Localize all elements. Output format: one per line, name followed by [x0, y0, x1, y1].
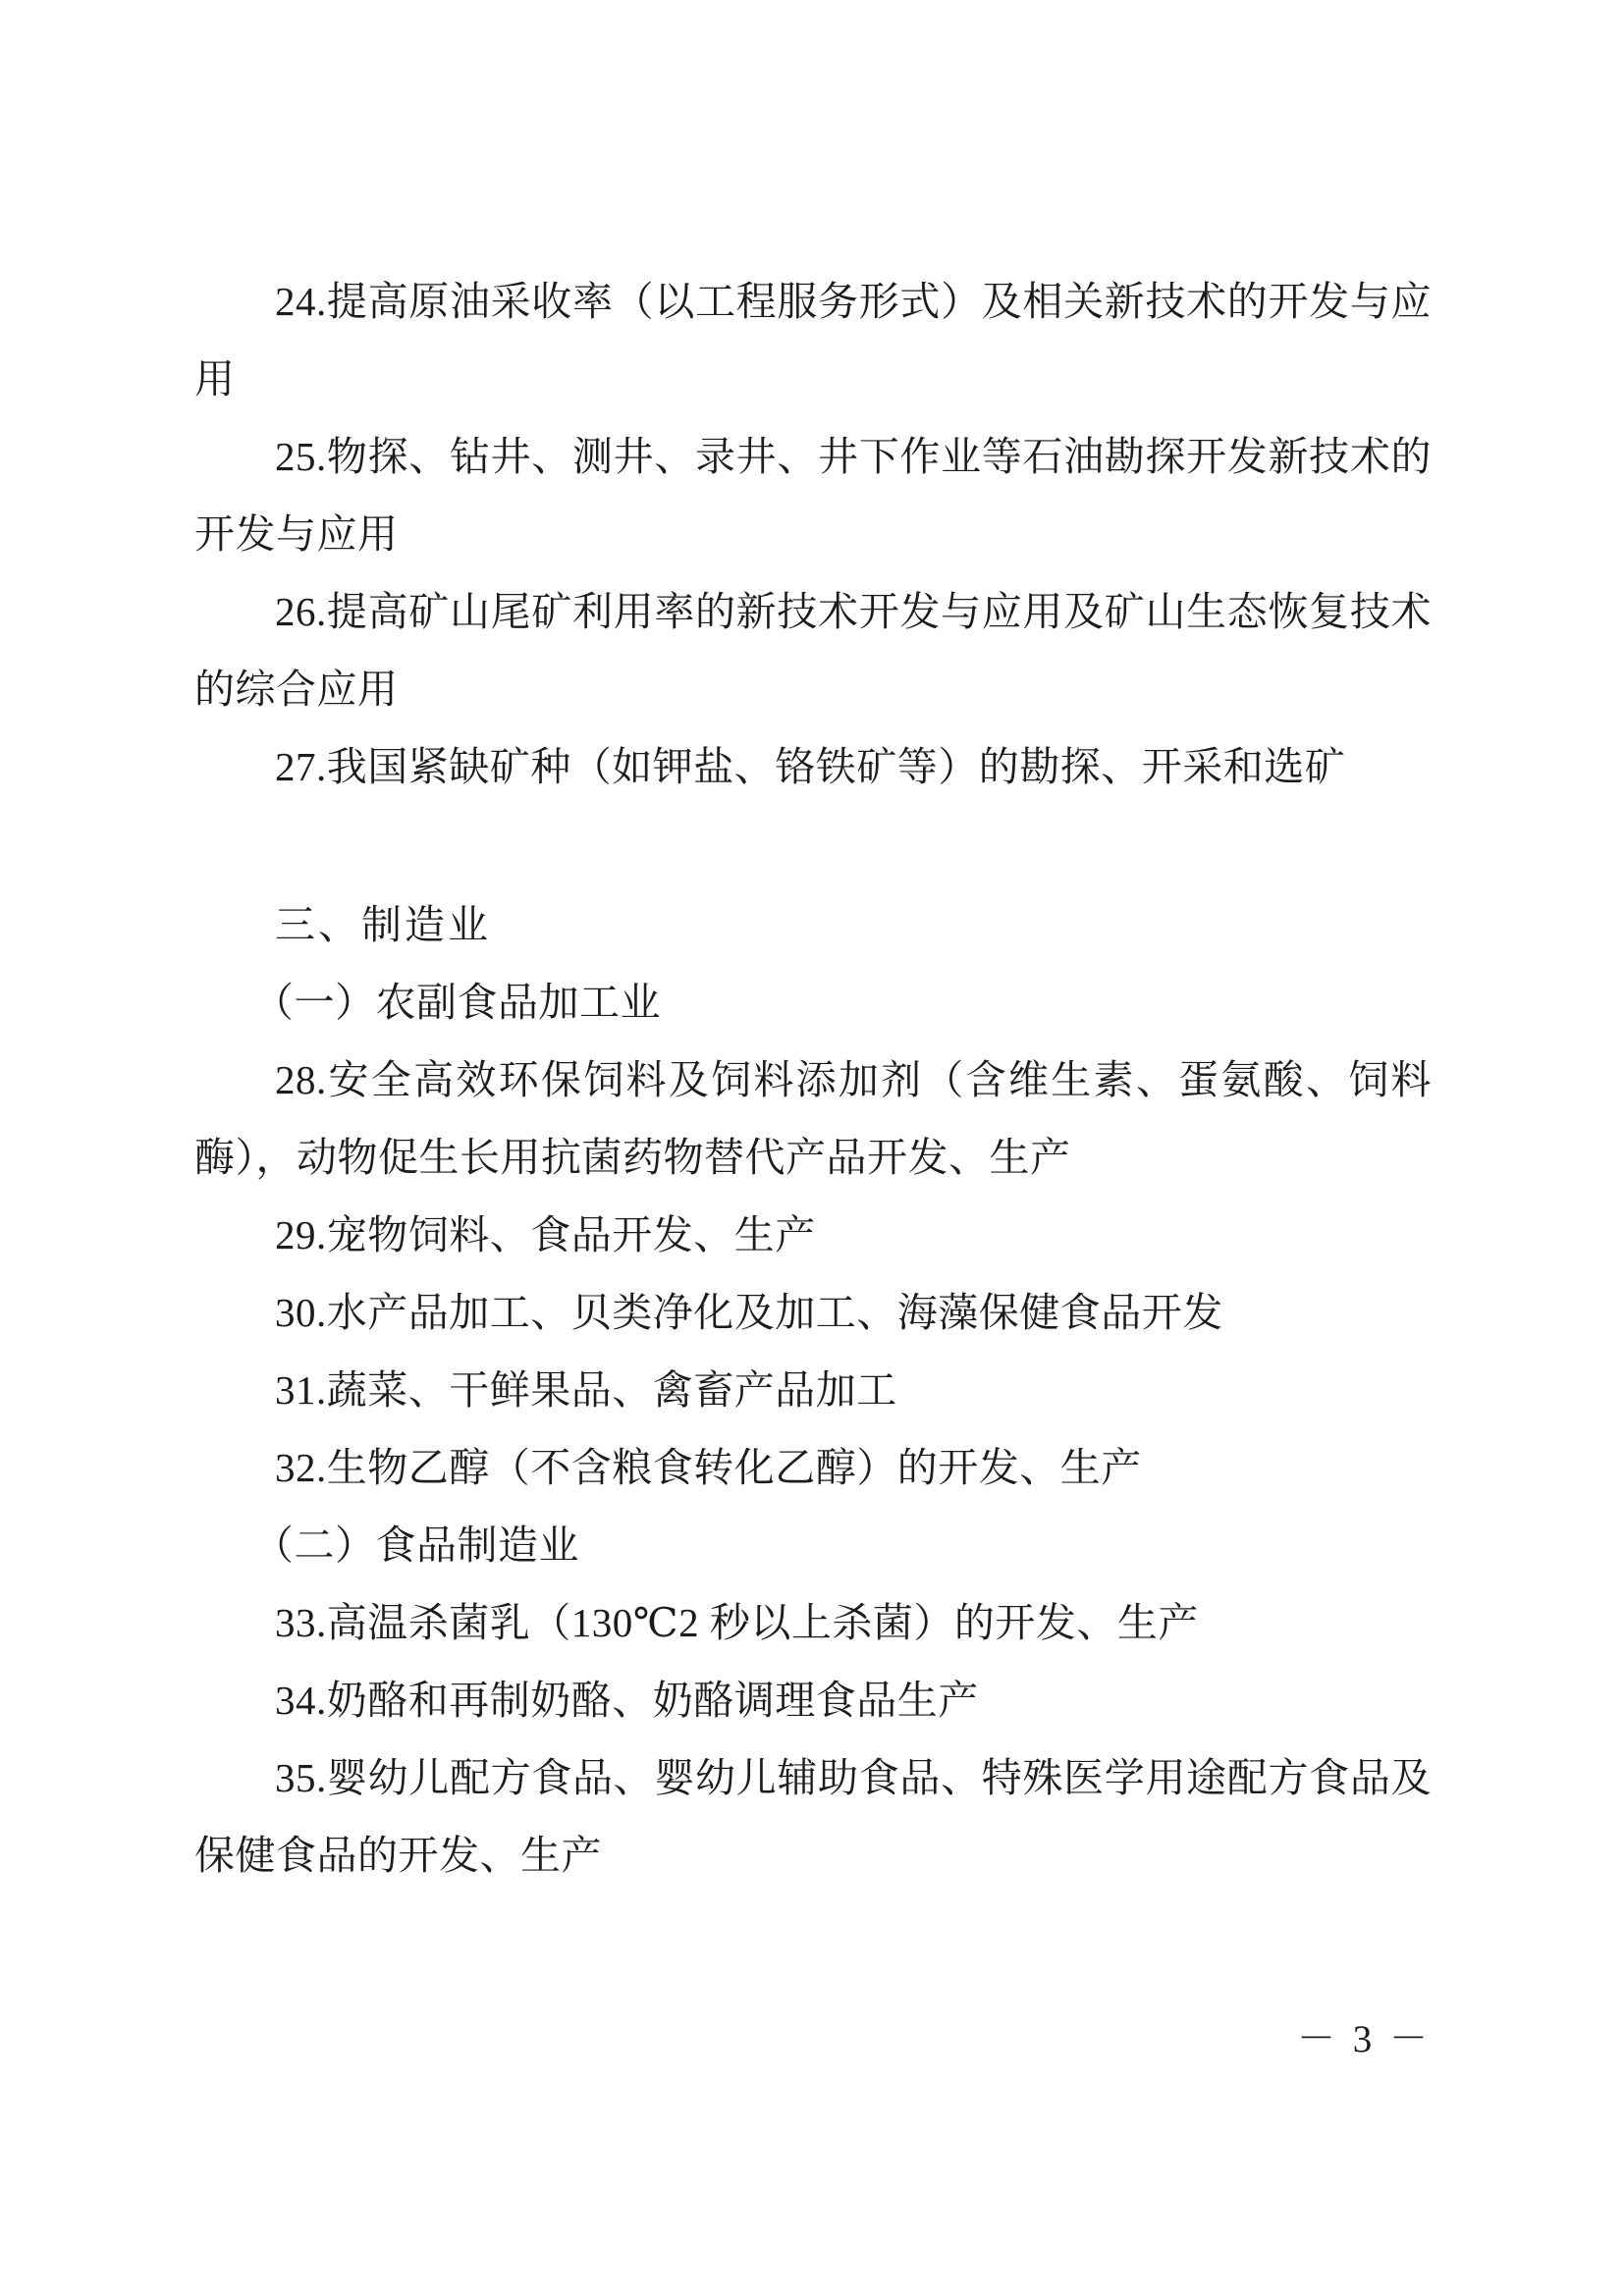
page-number: － 3 －: [1296, 2018, 1432, 2060]
subsection-heading: （二）食品制造业: [253, 1522, 579, 1568]
subsection-heading: （一）农副食品加工业: [253, 980, 661, 1025]
section-spacer: [194, 806, 1432, 886]
list-item: 30.水产品加工、贝类净化及加工、海藻保健食品开发: [275, 1290, 1223, 1335]
list-item: 33.高温杀菌乳（130℃2 秒以上杀菌）的开发、生产: [275, 1600, 1199, 1645]
list-item: 28.安全高效环保饲料及饲料添加剂（含维生素、蛋氨酸、饲料酶），动物促生长用抗菌药物替代产品开发、生产: [194, 1057, 1432, 1180]
list-item: 34.奶酪和再制奶酪、奶酪调理食品生产: [275, 1678, 979, 1723]
list-item: 35.婴幼儿配方食品、婴幼儿辅助食品、特殊医学用途配方食品及保健食品的开发、生产: [194, 1755, 1432, 1878]
document-body: [194, 263, 1432, 1895]
list-item: 26.提高矿山尾矿利用率的新技术开发与应用及矿山生态恢复技术的综合应用: [194, 589, 1432, 712]
list-item: 27.我国紧缺矿种（如钾盐、铬铁矿等）的勘探、开采和选矿: [275, 744, 1346, 789]
list-item: 31.蔬菜、干鲜果品、禽畜产品加工: [275, 1367, 897, 1413]
list-item: 32.生物乙醇（不含粮食转化乙醇）的开发、生产: [275, 1445, 1142, 1490]
list-item: 29.宠物饲料、食品开发、生产: [275, 1212, 816, 1257]
list-item: 25.物探、钻井、测井、录井、井下作业等石油勘探开发新技术的开发与应用: [194, 434, 1432, 557]
section-heading: 三、制造业: [275, 902, 491, 947]
list-item: 24.提高原油采收率（以工程服务形式）及相关新技术的开发与应用: [194, 279, 1432, 401]
